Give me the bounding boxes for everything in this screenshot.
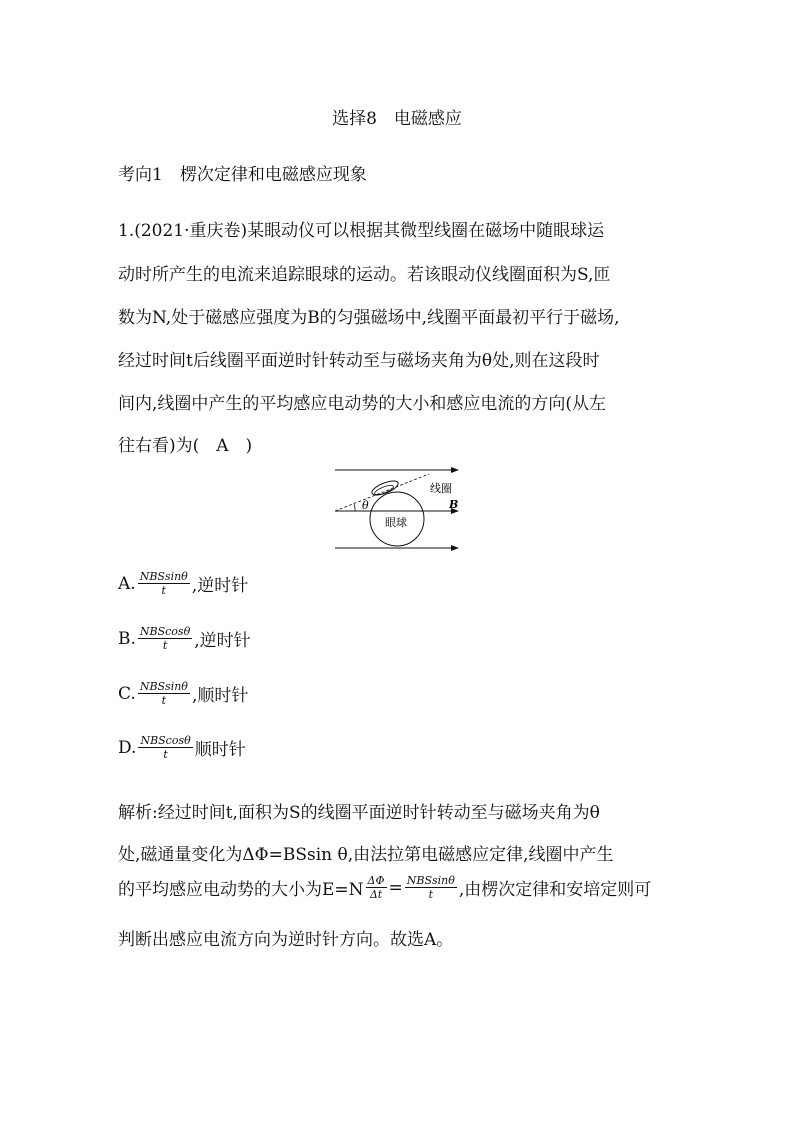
question-line-5: 间内,线圈中产生的平均感应电动势的大小和感应电流的方向(从左 [118,394,607,414]
solution-line-3 [118,874,651,901]
option-d [118,734,246,761]
eyeball-label: 眼球 [385,516,407,529]
equals-sign: = [388,877,403,898]
question-line-2: 动时所产生的电流来追踪眼球的运动。若该眼动仪线圈面积为S,匝 [118,265,611,285]
solution-line-2: 处,磁通量变化为ΔΦ=BSsin θ,由法拉第电磁感应定律,线圈中产生 [118,845,614,865]
fraction-numerator: NBScosθ [139,625,191,638]
question-line-6: 往右看)为( A ) [118,436,253,456]
option-suffix: ,顺时针 [191,686,249,706]
question-line-1: 1.(2021·重庆卷)某眼动仪可以根据其微型线圈在磁场中随眼球运 [118,221,605,241]
question-line-3: 数为N,处于磁感应强度为B的匀强磁场中,线圈平面最初平行于磁场, [118,308,620,328]
solution-text: 的平均感应电动势的大小为E=N [118,880,364,900]
emf-fraction [405,874,457,901]
option-letter: C. [118,683,136,704]
option-suffix: ,逆时针 [194,631,251,651]
fraction-numerator: NBScosθ [140,734,191,747]
option-fraction [138,734,192,761]
option-c [118,680,248,707]
option-fraction [138,680,190,707]
fraction-denominator: t [161,694,167,707]
flux-fraction [366,874,387,901]
fraction-numerator: NBSsinθ [406,874,455,887]
fraction-denominator: t [163,748,168,761]
fraction-denominator: Δt [369,888,383,901]
fraction-numerator: NBSsinθ [139,570,188,583]
coil-plane-dashed-line [335,474,429,511]
question-line-4: 经过时间t后线圈平面逆时针转动至与磁场夹角为θ处,则在这段时 [118,351,600,371]
option-suffix: 顺时针 [194,740,246,760]
option-a [118,570,248,597]
option-letter: A. [118,573,136,594]
section-heading: 考向1 楞次定律和电磁感应现象 [118,165,367,185]
fraction-numerator: NBSsinθ [139,680,188,693]
fraction-denominator: t [161,584,166,597]
option-b [118,625,251,652]
option-letter: B. [118,628,136,649]
solution-line-4: 判断出感应电流方向为逆时针方向。故选A。 [118,930,454,950]
arrow-top-icon [451,467,459,473]
option-suffix: ,逆时针 [191,576,249,596]
coil-inner [374,483,395,496]
fraction-denominator: t [162,639,168,652]
eye-tracker-figure [333,466,461,556]
theta-label: θ [362,499,369,512]
angle-arc [354,504,355,511]
solution-line-1: 解析:经过时间t,面积为S的线圈平面逆时针转动至与磁场夹角为θ [118,803,600,823]
coil-label: 线圈 [430,482,452,495]
fraction-numerator: ΔΦ [367,874,385,887]
solution-text: ,由楞次定律和安培定则可 [458,880,652,900]
option-fraction [138,625,192,652]
option-letter: D. [118,737,137,758]
option-fraction [138,570,190,597]
b-label: B [449,498,459,511]
page-title: 选择8 电磁感应 [332,109,462,129]
fraction-denominator: t [428,888,434,901]
arrow-bottom-icon [451,545,459,551]
